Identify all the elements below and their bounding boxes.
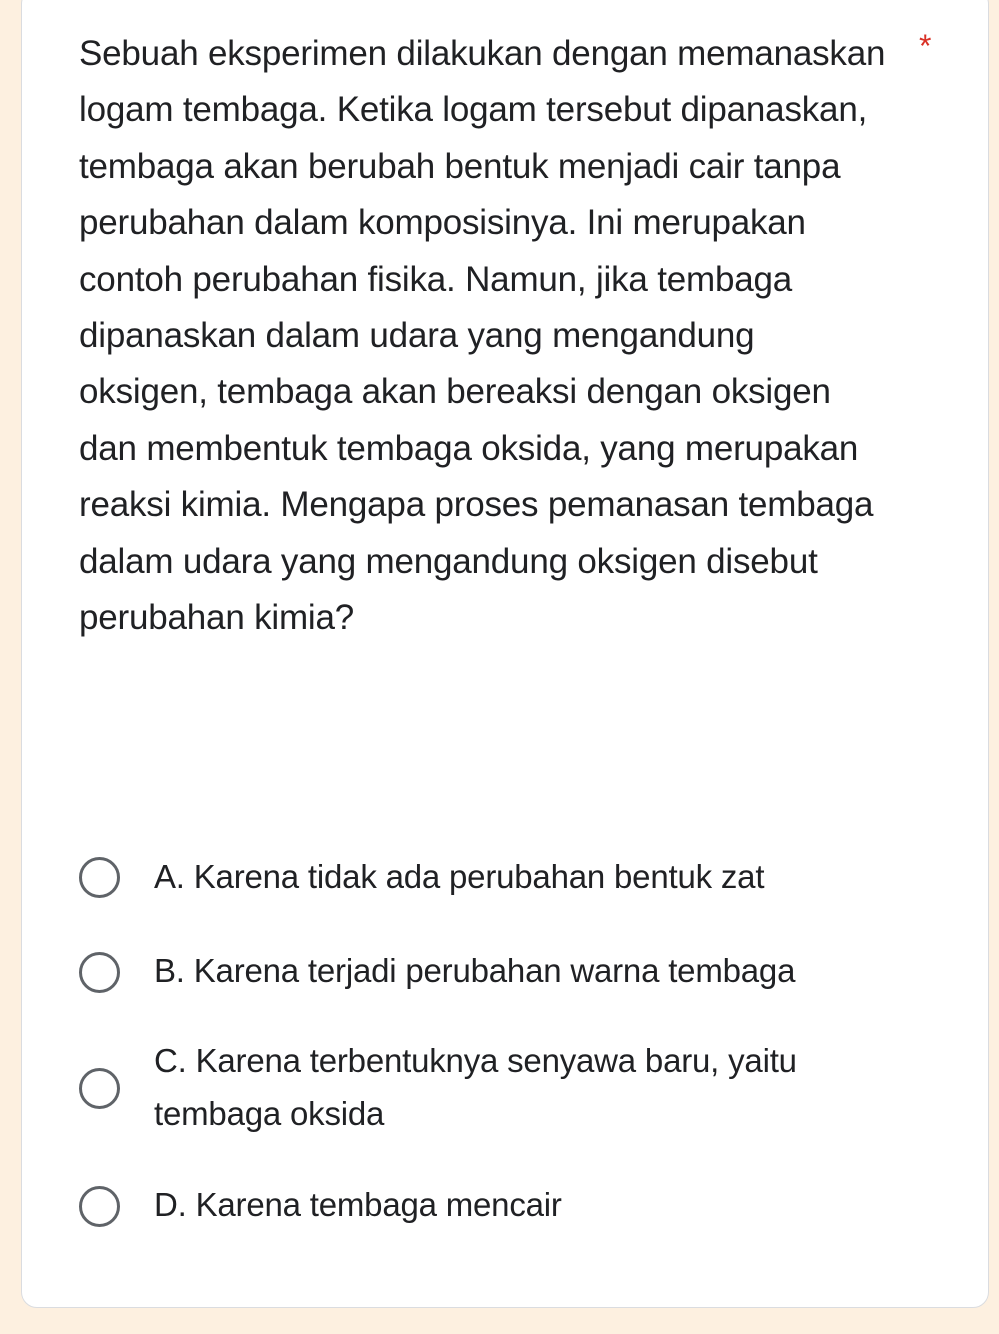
option-d[interactable]	[79, 1178, 899, 1234]
option-b[interactable]	[79, 944, 899, 1000]
option-d-label[interactable]: D. Karena tembaga mencair	[154, 1186, 562, 1223]
option-a-label[interactable]: A. Karena tidak ada perubahan bentuk zat	[154, 858, 765, 895]
radio-button-a[interactable]	[79, 857, 120, 898]
option-c[interactable]	[79, 1034, 899, 1144]
required-asterisk: *	[919, 28, 932, 64]
option-b-label[interactable]: B. Karena terjadi perubahan warna tembaga	[154, 952, 796, 989]
radio-button-c[interactable]	[79, 1068, 120, 1109]
radio-button-b[interactable]	[79, 952, 120, 993]
radio-button-d[interactable]	[79, 1186, 120, 1227]
question-text: Sebuah eksperimen dilakukan dengan memanaskan logam tembaga. Ketika logam tersebut dipanaskan, tembaga akan berubah bentuk menjadi cair tanpa perubahan dalam komposisinya. Ini merupakan contoh perubahan fisika. Namun, jika tembaga dipanaskan dalam udara yang mengandung oksigen, tembaga akan bereaksi dengan oksigen dan membentuk tembaga oksida, yang merupakan reaksi kimia. Mengapa proses pemanasan tembaga dalam udara yang mengandung oksigen disebut perubahan kimia?	[79, 34, 886, 638]
option-a[interactable]	[79, 850, 899, 906]
option-c-label[interactable]: C. Karena terbentuknya senyawa baru, yaitu tembaga oksida	[154, 1042, 797, 1132]
